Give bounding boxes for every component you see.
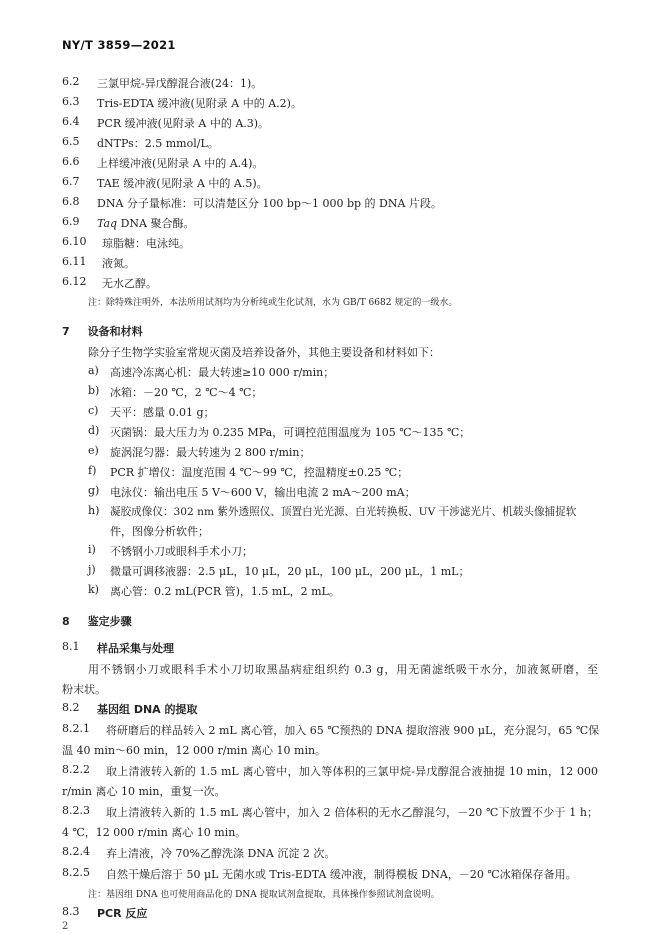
section-title: 鉴定步骤 [87,615,132,628]
item-text: 液氮。 [102,257,135,270]
item-label: a) [88,364,99,377]
item-label: k) [88,583,99,596]
step-text: 自然干燥后溶于 50 μL 无菌水或 Tris-EDTA 缓冲液，制得模板 DNA，－20 ℃冰箱保存备用。 [106,868,577,881]
item-text: 凝胶成像仪：302 nm 紫外透照仪、顶置白光光源、白光转换板、UV 干涉滤光片、机载头像捕捉软 [110,506,577,518]
step-continuation: 温 40 min～60 min，12 000 r/min 离心 10 min。 [62,744,327,757]
subsection-title: 样品采集与处理 [97,642,174,655]
item-text: PCR 缓冲液(见附录 A 中的 A.3)。 [97,117,270,130]
item-text: 电泳仪：输出电压 5 V～600 V，输出电流 2 mA～200 mA； [110,486,416,499]
item-text: 冰箱：－20 ℃，2 ℃～4 ℃； [110,386,263,399]
item-text: 微量可调移液器：2.5 μL，10 μL，20 μL，100 μL，200 μL，1 mL； [110,565,470,578]
subsection-number: 8.3 [62,905,80,918]
step-text: 取上清液转入新的 1.5 mL 离心管中，加入 2 倍体积的无水乙醇混匀，－20 ℃下放置不少于 1 h； [106,806,598,819]
item-text: 天平：感量 0.01 g； [110,406,215,419]
item-number: 6.6 [62,155,80,168]
item-text: TAE 缓冲液(见附录 A 中的 A.5)。 [97,177,268,190]
step-number: 8.2.2 [62,763,90,776]
item-number: 6.3 [62,95,80,108]
step-number: 8.2.3 [62,804,90,817]
item-text: 琼脂糖：电泳纯。 [102,237,190,250]
step-text-wrap [106,763,598,779]
section-number: 7 [62,325,70,338]
italic-term: Taq [97,217,118,230]
item-text [97,215,194,231]
item-label: e) [88,444,99,457]
paragraph-line [88,661,598,677]
step-text: 取上清液转入新的 1.5 mL 离心管中，加入等体积的三氯甲烷-异戊醇混合液抽提 10 min，12 000 [106,765,598,778]
item-number: 6.12 [62,275,87,288]
extraction-note: 注：基因组 DNA 也可使用商品化的 DNA 提取试剂盒提取，具体操作参照试剂盒说明。 [88,890,440,900]
item-number: 6.11 [62,255,87,268]
subsection-title: PCR 反应 [97,907,148,920]
item-text: Tris-EDTA 缓冲液(见附录 A 中的 A.2)。 [97,97,302,110]
item-label: j) [88,563,96,576]
subsection-title: 基因组 DNA 的提取 [97,703,198,716]
section-title: 设备和材料 [87,325,143,338]
item-label: b) [88,384,100,397]
item-text: 离心管：0.2 mL(PCR 管)，1.5 mL，2 mL。 [110,585,340,598]
item-text: PCR 扩增仪：温度范围 4 ℃～99 ℃，控温精度±0.25 ℃； [110,466,409,479]
reagents-note: 注：除特殊注明外，本法所用试剂均为分析纯或生化试剂，水为 GB/T 6682 规定的一级水。 [88,298,458,308]
page-number: 2 [62,921,69,932]
step-number: 8.2.1 [62,722,90,735]
item-text: 上样缓冲液(见附录 A 中的 A.4)。 [97,157,264,170]
step-continuation: 4 ℃，12 000 r/min 离心 10 min。 [62,826,247,839]
section-intro: 除分子生物学实验室常规灭菌及培养设备外，其他主要设备和材料如下： [88,346,440,359]
item-label: d) [88,424,100,437]
item-label: h) [88,504,100,517]
paragraph-text: 用不锈钢小刀或眼科手术小刀切取黑晶病症组织约 0.3 g，用无菌滤纸吸干水分，加液氮研磨，至 [88,663,598,676]
item-number: 6.5 [62,135,80,148]
item-label: f) [88,464,97,477]
step-number: 8.2.4 [62,845,90,858]
item-number: 6.2 [62,75,80,88]
item-text: 灭菌锅：最大压力为 0.235 MPa，可调控范围温度为 105 ℃～135 ℃； [110,426,471,439]
standard-code-header: NY/T 3859—2021 [62,38,176,52]
item-label: g) [88,484,100,497]
item-text: 不锈钢小刀或眼科手术小刀； [110,545,253,558]
item-number: 6.10 [62,235,87,248]
section-number: 8 [62,615,70,628]
step-number: 8.2.5 [62,866,90,879]
section-heading [62,323,143,339]
step-text-wrap [106,722,598,738]
item-label: i) [88,543,96,556]
item-number: 6.4 [62,115,80,128]
item-text: DNA 分子量标准：可以清楚区分 100 bp～1 000 bp 的 DNA 片段。 [97,197,442,210]
item-text-rest: DNA 聚合酶。 [117,217,195,230]
item-text: dNTPs：2.5 mmol/L。 [97,137,219,150]
step-text-wrap [106,804,598,820]
item-number: 6.7 [62,175,80,188]
equipment-item-continuation: 件，图像分析软件； [110,525,209,538]
item-text: 三氯甲烷-异戊醇混合液(24：1)。 [97,77,263,90]
subsection-number: 8.2 [62,701,80,714]
item-number: 6.9 [62,215,80,228]
item-label: c) [88,404,99,417]
item-number: 6.8 [62,195,80,208]
section-heading [62,613,132,629]
step-continuation: r/min 离心 10 min，重复一次。 [62,785,226,798]
step-text: 弃上清液，冷 70%乙醇洗涤 DNA 沉淀 2 次。 [106,847,336,860]
item-text: 高速冷冻离心机：最大转速≥10 000 r/min； [110,366,335,379]
item-text: 无水乙醇。 [102,277,157,290]
subsection-number: 8.1 [62,640,80,653]
step-text: 将研磨后的样品转入 2 mL 离心管，加入 65 ℃预热的 DNA 提取溶液 900 μL，充分混匀，65 ℃保 [106,724,600,737]
item-text: 旋涡混匀器：最大转速为 2 800 r/min； [110,446,311,459]
paragraph-line: 粉末状。 [62,683,106,696]
